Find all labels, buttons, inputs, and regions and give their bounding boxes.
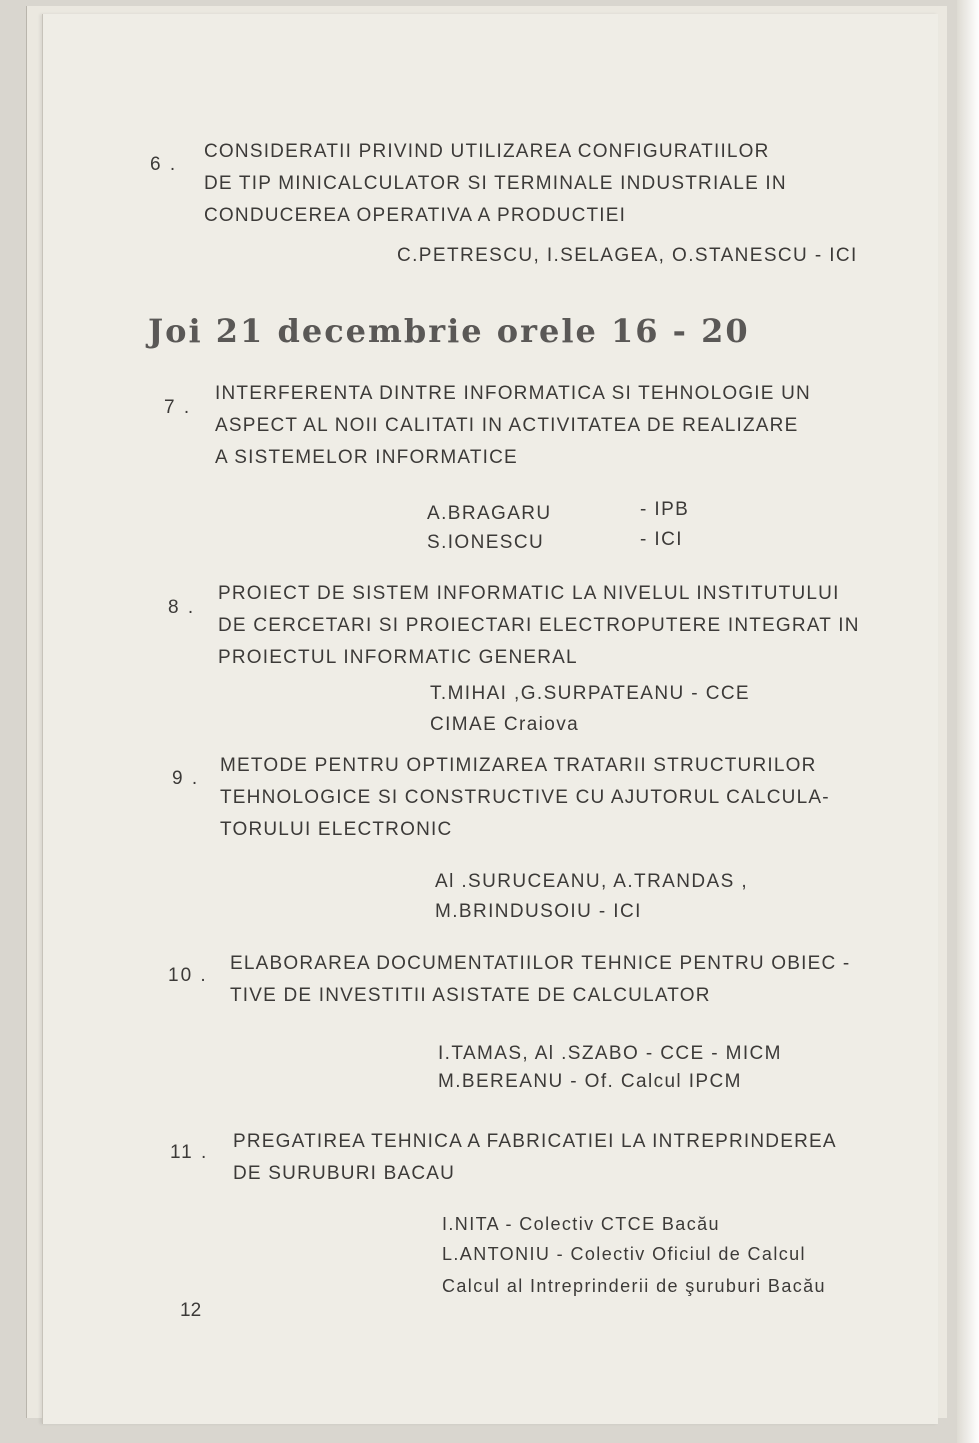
- author-line: I.NITA - Colectiv CTCE Bacău: [442, 1214, 720, 1234]
- author-line: L.ANTONIU - Colectiv Oficiul de Calcul: [442, 1244, 806, 1264]
- author-line: T.MIHAI ,G.SURPATEANU - CCE: [430, 683, 751, 704]
- title-line: A SISTEMELOR INFORMATICE: [215, 447, 518, 468]
- author-line: Calcul al Intreprinderii de şuruburi Bacău: [442, 1276, 826, 1296]
- author-name: A.BRAGARU: [427, 503, 552, 524]
- entry-number: 10 .: [168, 965, 208, 986]
- title-line: METODE PENTRU OPTIMIZAREA TRATARII STRUCTURILOR: [220, 755, 817, 776]
- title-line: TORULUI ELECTRONIC: [220, 819, 453, 840]
- entry-number: 6 .: [150, 154, 178, 175]
- entry-number: 9 .: [172, 768, 200, 789]
- author-affiliation: - ICI: [640, 529, 683, 550]
- title-line: TIVE DE INVESTITII ASISTATE DE CALCULATOR: [230, 985, 711, 1006]
- author-line: M.BEREANU - Of. Calcul IPCM: [438, 1071, 742, 1092]
- title-line: TEHNOLOGICE SI CONSTRUCTIVE CU AJUTORUL CALCULA-: [220, 787, 830, 808]
- author-name: S.IONESCU: [427, 532, 545, 553]
- entry-number: 8 .: [168, 597, 196, 618]
- title-line: INTERFERENTA DINTRE INFORMATICA SI TEHNOLOGIE UN: [215, 383, 811, 404]
- author-line: M.BRINDUSOIU - ICI: [435, 901, 642, 922]
- day-heading: Joi 21 decembrie orele 16 - 20: [148, 312, 750, 350]
- title-line: ELABORAREA DOCUMENTATIILOR TEHNICE PENTRU OBIEC -: [230, 953, 851, 974]
- author-line: CIMAE Craiova: [430, 714, 580, 735]
- title-line: PROIECTUL INFORMATIC GENERAL: [218, 647, 578, 668]
- author-line: Al .SURUCEANU, A.TRANDAS ,: [435, 871, 749, 892]
- title-line: CONDUCEREA OPERATIVA A PRODUCTIEI: [204, 205, 627, 226]
- page-number: 12: [180, 1300, 202, 1321]
- entry-number: 11 .: [170, 1142, 209, 1163]
- author-affiliation: - IPB: [640, 499, 690, 520]
- title-line: DE TIP MINICALCULATOR SI TERMINALE INDUSTRIALE IN: [204, 173, 787, 194]
- title-line: PREGATIREA TEHNICA A FABRICATIEI LA INTREPRINDEREA: [233, 1131, 837, 1152]
- title-line: DE CERCETARI SI PROIECTARI ELECTROPUTERE INTEGRAT IN: [218, 615, 860, 636]
- entry-number: 7 .: [164, 397, 192, 418]
- title-line: ASPECT AL NOII CALITATI IN ACTIVITATEA DE REALIZARE: [215, 415, 799, 436]
- author-line: I.TAMAS, Al .SZABO - CCE - MICM: [438, 1043, 782, 1064]
- title-line: CONSIDERATII PRIVIND UTILIZAREA CONFIGURATIILOR: [204, 141, 770, 162]
- author-line: C.PETRESCU, I.SELAGEA, O.STANESCU - ICI: [397, 245, 858, 266]
- title-line: DE SURUBURI BACAU: [233, 1163, 456, 1184]
- title-line: PROIECT DE SISTEM INFORMATIC LA NIVELUL INSTITUTULUI: [218, 583, 840, 604]
